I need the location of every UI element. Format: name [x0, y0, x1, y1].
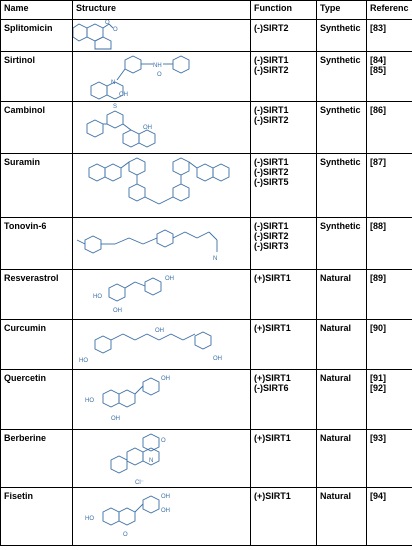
atom-label-ho: HO: [85, 398, 94, 404]
reference-cell: [367, 270, 412, 320]
atom-label-ho: HO: [79, 358, 88, 364]
structure-cell: [73, 320, 251, 370]
atom-label-o: O: [123, 532, 128, 538]
atom-label-n: N: [111, 80, 116, 86]
quercetin-structure-image: [73, 370, 249, 428]
atom-label-oh: OH: [143, 125, 152, 131]
sirtinol-structure-image: [73, 52, 249, 100]
type-cell: Synthetic: [317, 20, 367, 52]
type-cell: Synthetic: [317, 102, 367, 154]
function-entry: (+)SIRT1: [254, 373, 291, 383]
atom-label-ho: HO: [85, 516, 94, 522]
compound-name: Splitomicin: [1, 20, 73, 52]
compound-name: Berberine: [1, 430, 73, 488]
function-entry: (-)SIRT1: [254, 105, 289, 115]
table-row: [1, 320, 412, 370]
curcumin-structure-image: [73, 320, 249, 368]
function-cell: [251, 320, 317, 370]
compound-name: Curcumin: [1, 320, 73, 370]
function-entry: (-)SIRT6: [254, 383, 289, 393]
function-cell: [251, 218, 317, 270]
reference-link[interactable]: [83]: [370, 23, 387, 33]
atom-label-oh: OH: [161, 376, 170, 382]
function-entry: (-)SIRT2: [254, 167, 289, 177]
compound-name: Fisetin: [1, 488, 73, 546]
structure-cell: [73, 154, 251, 218]
type-cell: Natural: [317, 270, 367, 320]
reference-link[interactable]: [94]: [370, 491, 387, 501]
atom-label-n: N: [213, 256, 218, 262]
reference-cell: [367, 154, 412, 218]
header-reference: Referenc: [367, 1, 412, 20]
berberine-structure-image: [73, 430, 249, 486]
atom-label-o: O: [161, 438, 166, 444]
atom-label-nh: NH: [153, 63, 162, 69]
atom-label-o: O: [113, 27, 118, 33]
function-cell: [251, 154, 317, 218]
atom-label-oh: OH: [161, 508, 170, 514]
reference-cell: [367, 20, 412, 52]
reference-cell: [367, 488, 412, 546]
cambinol-structure-image: [73, 102, 249, 152]
table-row: [1, 102, 412, 154]
function-entry: (+)SIRT1: [254, 433, 291, 443]
atom-label-oh: OH: [111, 416, 120, 422]
compound-name: Cambinol: [1, 102, 73, 154]
atom-label-o: O: [157, 72, 162, 78]
resveratrol-structure-image: [73, 270, 249, 318]
atom-label-oh: OH: [113, 308, 122, 314]
type-cell: Synthetic: [317, 218, 367, 270]
reference-cell: [367, 102, 412, 154]
function-cell: [251, 430, 317, 488]
reference-cell: [367, 218, 412, 270]
atom-label-oh: OH: [213, 356, 222, 362]
reference-cell: [367, 430, 412, 488]
table-row: [1, 488, 412, 546]
function-entry: (+)SIRT1: [254, 273, 291, 283]
function-entry: (-)SIRT1: [254, 221, 289, 231]
type-cell: Natural: [317, 320, 367, 370]
atom-label-ho: HO: [93, 294, 102, 300]
function-entry: (+)SIRT1: [254, 491, 291, 501]
structure-cell: [73, 370, 251, 430]
type-cell: Natural: [317, 488, 367, 546]
structure-cell: [73, 270, 251, 320]
function-entry: (-)SIRT2: [254, 115, 289, 125]
type-cell: Natural: [317, 370, 367, 430]
header-function: Function: [251, 1, 317, 20]
structure-cell: [73, 102, 251, 154]
atom-label-oh: OH: [161, 494, 170, 500]
function-cell: [251, 52, 317, 102]
reference-link[interactable]: [89]: [370, 273, 387, 283]
function-entry: (-)SIRT2: [254, 231, 289, 241]
reference-link[interactable]: [85]: [370, 65, 387, 75]
type-cell: Synthetic: [317, 154, 367, 218]
compound-name: Suramin: [1, 154, 73, 218]
reference-cell: [367, 320, 412, 370]
reference-cell: [367, 370, 412, 430]
function-entry: (-)SIRT1: [254, 55, 289, 65]
table-row: [1, 430, 412, 488]
function-entry: (-)SIRT5: [254, 177, 289, 187]
function-cell: [251, 102, 317, 154]
function-entry: (-)SIRT3: [254, 241, 289, 251]
table-row: [1, 154, 412, 218]
atom-label-chloride: Cl⁻: [135, 480, 144, 486]
compound-name: Quercetin: [1, 370, 73, 430]
reference-link[interactable]: [92]: [370, 383, 387, 393]
atom-label-oh: OH: [165, 276, 174, 282]
header-type: Type: [317, 1, 367, 20]
reference-link[interactable]: [86]: [370, 105, 387, 115]
reference-link[interactable]: [87]: [370, 157, 387, 167]
fisetin-structure-image: [73, 488, 249, 544]
structure-cell: [73, 488, 251, 546]
reference-link[interactable]: [90]: [370, 323, 387, 333]
reference-link[interactable]: [91]: [370, 373, 387, 383]
function-cell: [251, 270, 317, 320]
reference-link[interactable]: [84]: [370, 55, 387, 65]
atom-label-n: N: [149, 458, 154, 464]
header-structure: Structure: [73, 1, 251, 20]
compound-name: Resverastrol: [1, 270, 73, 320]
table-row: [1, 20, 412, 52]
structure-cell: [73, 430, 251, 488]
function-entry: (+)SIRT1: [254, 323, 291, 333]
reference-cell: [367, 52, 412, 102]
table-row: [1, 52, 412, 102]
atom-label-o: O: [105, 20, 110, 26]
function-cell: [251, 20, 317, 52]
function-entry: (-)SIRT2: [254, 23, 289, 33]
table-row: [1, 270, 412, 320]
function-cell: [251, 488, 317, 546]
type-cell: Synthetic: [317, 52, 367, 102]
header-name: Name: [1, 1, 73, 20]
atom-label-s: S: [113, 104, 118, 110]
structure-cell: [73, 20, 251, 52]
compound-name: Tonovin-6: [1, 218, 73, 270]
function-cell: [251, 370, 317, 430]
suramin-structure-image: [73, 154, 249, 216]
reference-link[interactable]: [93]: [370, 433, 387, 443]
atom-label-oh: OH: [119, 92, 128, 98]
table-row: [1, 370, 412, 430]
table-row: [1, 218, 412, 270]
type-cell: Natural: [317, 430, 367, 488]
splitomicin-structure-image: [73, 20, 249, 50]
table-header-row: [1, 1, 412, 20]
compound-name: Sirtinol: [1, 52, 73, 102]
structure-cell: [73, 52, 251, 102]
structure-cell: [73, 218, 251, 270]
atom-label-oh: OH: [155, 328, 164, 334]
reference-link[interactable]: [88]: [370, 221, 387, 231]
tonovin-6-structure-image: [73, 218, 249, 268]
function-entry: (-)SIRT1: [254, 157, 289, 167]
function-entry: (-)SIRT2: [254, 65, 289, 75]
